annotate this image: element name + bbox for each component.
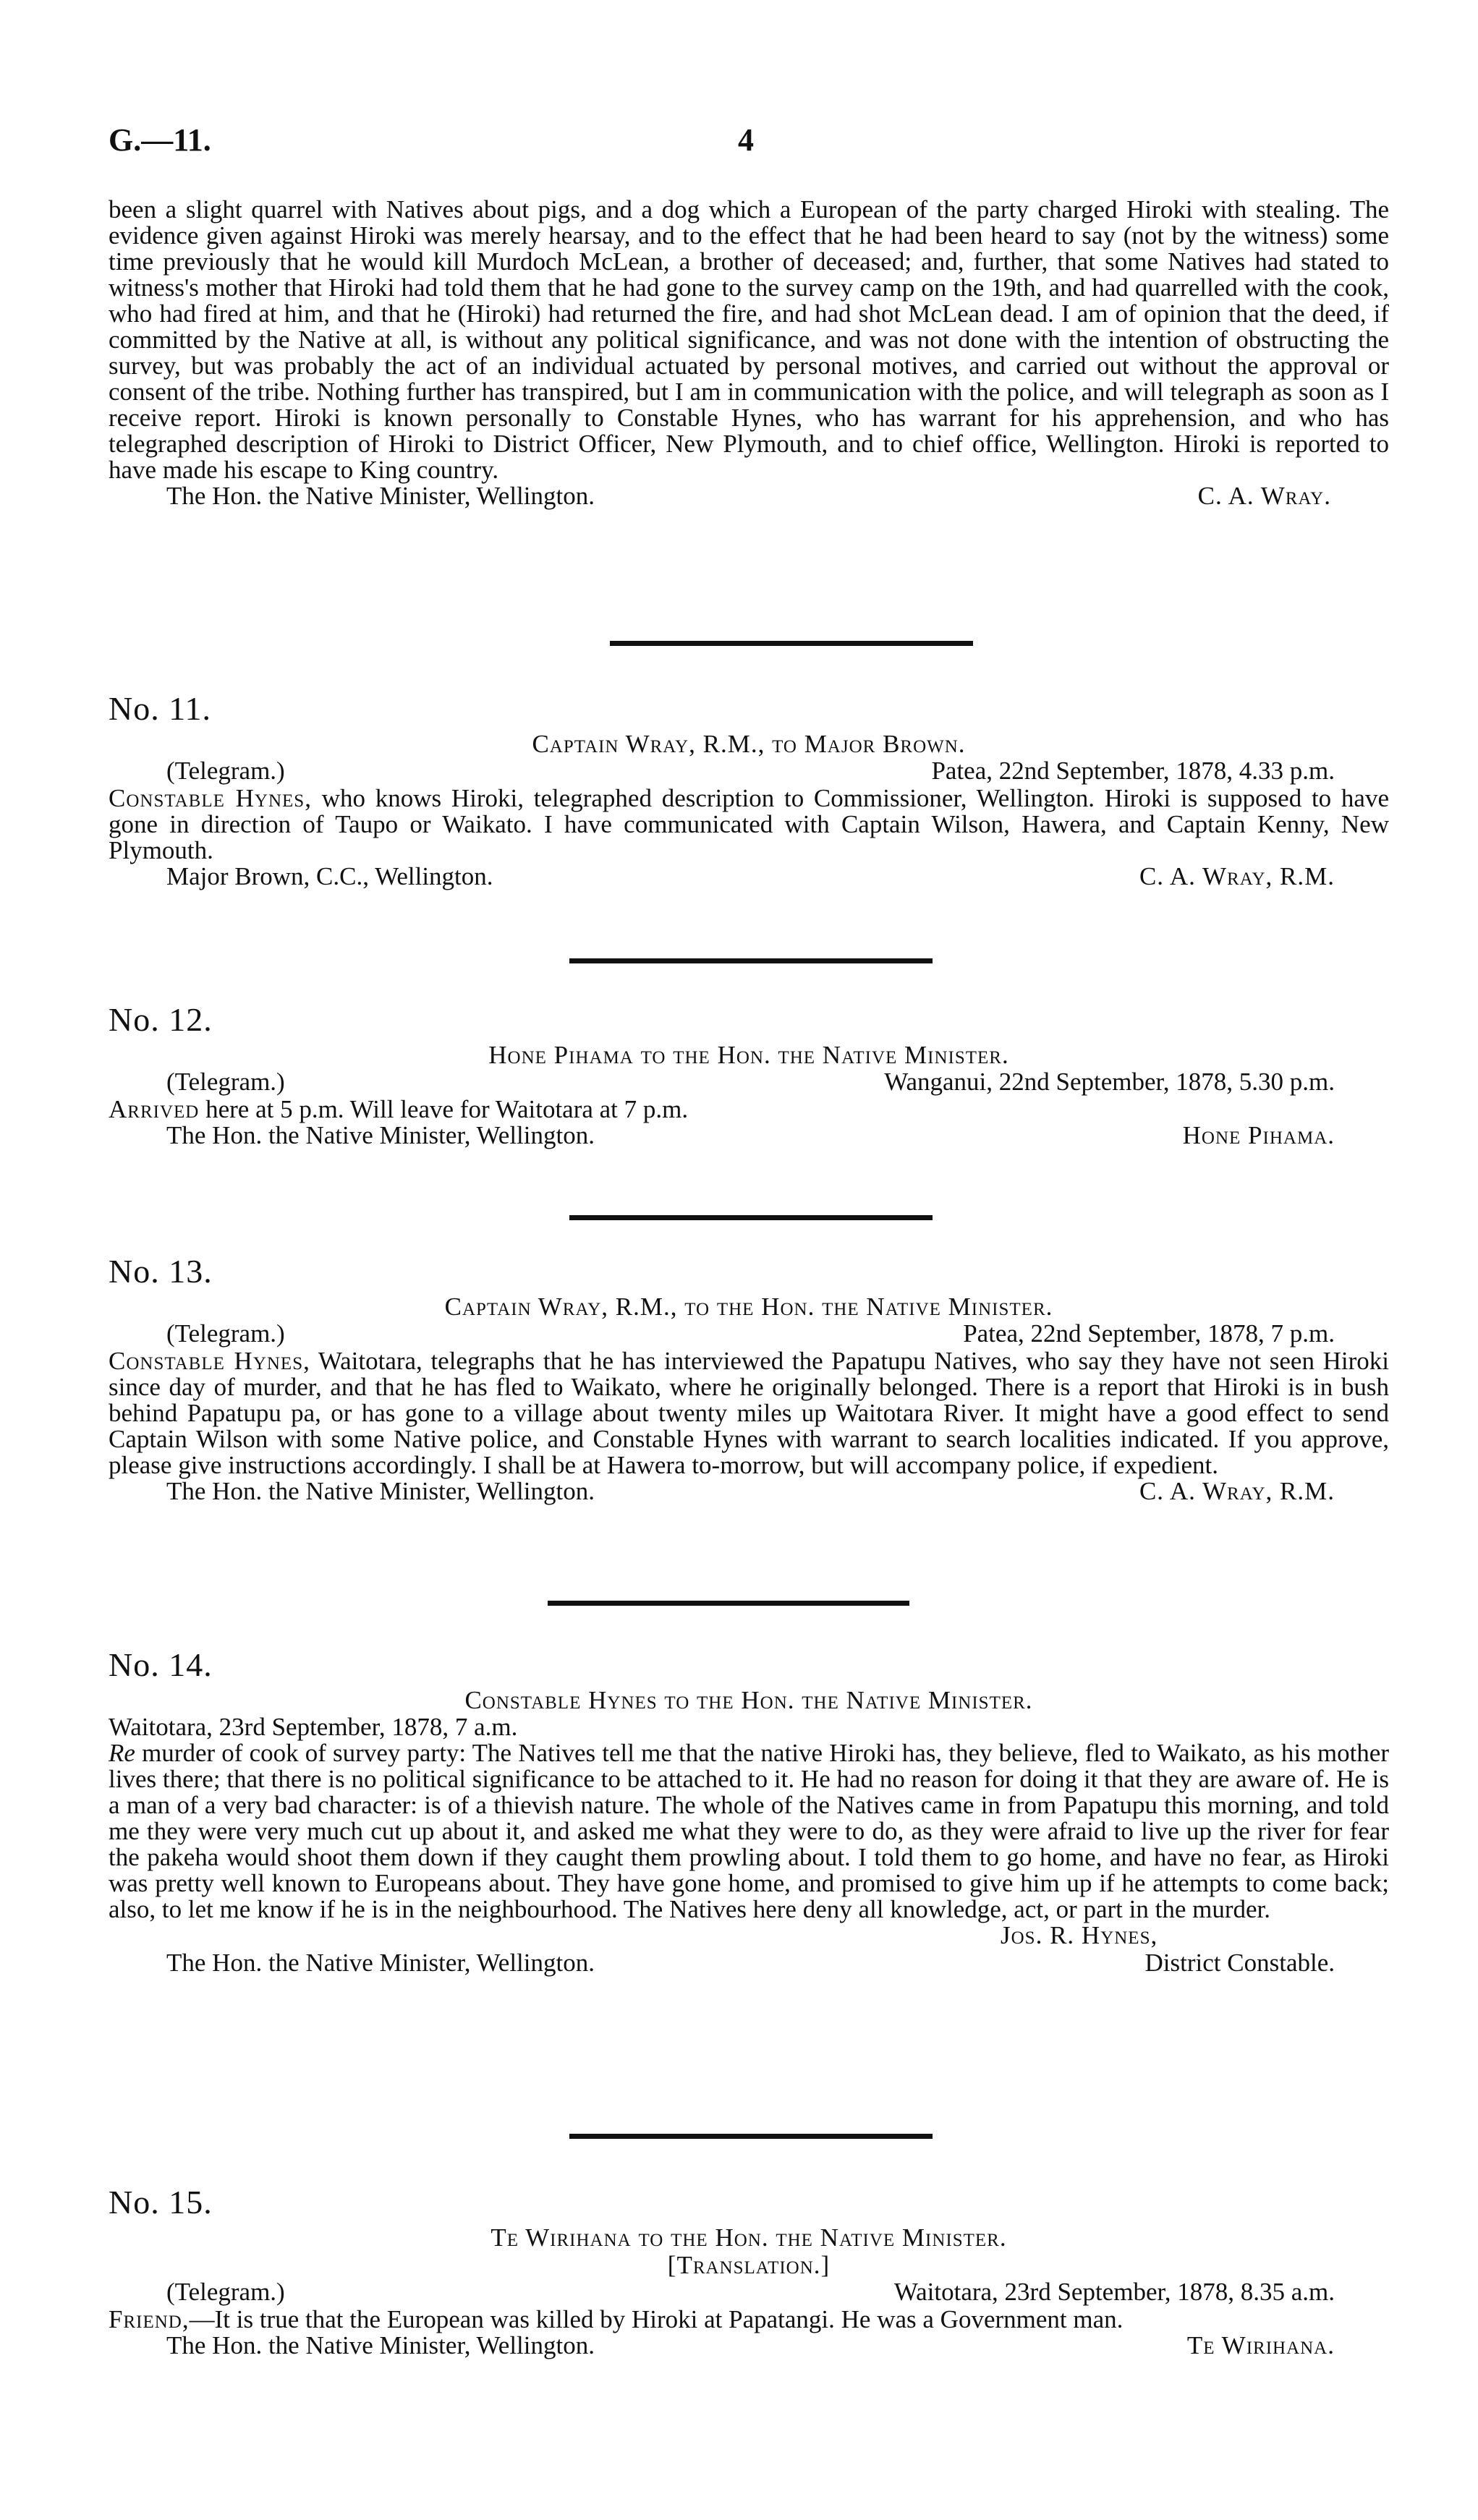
dateline: Patea, 22nd September, 1878, 4.33 p.m. [931,757,1335,785]
lead-word: Re [109,1739,135,1767]
lead-word: Arrived [109,1095,200,1123]
section-no-12 [109,998,1389,1150]
addressee: The Hon. the Native Minister, Wellington. [166,2331,595,2359]
continuation-paragraph: been a slight quarrel with Natives about pigs, and a dog which a European of the party charged Hiroki with stealing. The evidence given against Hiroki was merely hearsay, and to the effect that he had been heard to say (not by the witness) some time previously that he would kill Murdoch McLean, a brother of deceased; and, further, that some Natives had stated to witness's mother that Hiroki had told them that he had gone to the survey camp on the 19th, and had quarrelled with the cook, who had fired at him, and that he (Hiroki) had returned the fire, and had shot McLean dead. I am of opinion that the deed, if committed by the Native at all, is without any political significance, and was not done with the intention of obstructing the survey, but was probably the act of an individual actuated by personal motives, and carried out without the approval or consent of the tribe. Nothing further has transpired, but I am in communication with the police, and will telegraph as soon as I receive report. Hiroki is known personally to Constable Hynes, who has warrant for his apprehension, and who has telegraphed description of Hiroki to District Officer, New Plymouth, and to chief office, Wellington. Hiroki is reported to have made his escape to King country. [109,195,1389,484]
telegram-body [109,1740,1389,1923]
telegram-label: (Telegram.) [166,1068,285,1096]
document-code: G.—11. [109,122,211,158]
section-heading: Te Wirihana to the Hon. the Native Minister. [490,2223,1007,2252]
signoff [109,2333,1389,2360]
body-text: —It is true that the European was killed by Hiroki at Papatangi. He was a Government man. [189,2305,1124,2333]
section-number: No. 12. [109,1001,213,1038]
translation-note: [Translation.] [667,2251,831,2279]
signature: Te Wirihana. [1186,2331,1335,2359]
telegram-body [109,786,1389,864]
section-number: No. 13. [109,1253,213,1290]
section-number: No. 14. [109,1646,213,1683]
continuation-section [109,197,1389,511]
dateline: Wanganui, 22nd September, 1878, 5.30 p.m. [884,1068,1335,1096]
signoff [109,1950,1389,1978]
dateline: Waitotara, 23rd September, 1878, 8.35 a.m. [893,2278,1335,2306]
addressee: The Hon. the Native Minister, Wellington. [166,1949,595,1977]
addressee: The Hon. the Native Minister, Wellington. [166,1477,595,1505]
body-text: Waitotara, telegraphs that he has interviewed the Papatupu Natives, who say they have not seen Hiroki since day of murder, and that he has fled to Waikato, where he originally belonged. There is a report that Hiroki is in bush behind Papatupu pa, or has gone to a village about twenty miles up Waitotara River. It might have a good effect to send Captain Wilson with some Native police, and Constable Hynes with warrant to search localities indicated. If you approve, please give instructions accordingly. I shall be at Hawera to-morrow, but will accompany police, if expedient. [109,1347,1389,1479]
section-no-15 [109,2181,1389,2360]
section-divider [569,958,933,963]
section-divider [569,2134,933,2139]
signature: C. A. Wray, R.M. [1139,1477,1335,1505]
signoff [109,1123,1389,1150]
dateline: Patea, 22nd September, 1878, 7 p.m. [963,1319,1335,1348]
section-number: No. 15. [109,2184,213,2221]
section-number: No. 11. [109,690,212,727]
body-text: who knows Hiroki, telegraphed description to Commissioner, Wellington. Hiroki is supposed to have gone in direction of Taupo or Waikato. I have communicated with Captain Wilson, Hawera, and Captain Kenny, New Plymouth. [109,784,1389,864]
section-heading: Captain Wray, R.M., to Major Brown. [532,730,966,758]
signature-title: District Constable. [1144,1949,1335,1977]
signature: C. A. Wray, R.M. [1139,862,1335,890]
telegram-body [109,1097,1389,1123]
telegram-dateline [109,2279,1389,2307]
section-heading: Captain Wray, R.M., to the Hon. the Native Minister. [444,1293,1053,1321]
signature: Hone Pihama. [1182,1121,1335,1149]
telegram-label: (Telegram.) [166,757,285,785]
signoff [109,864,1389,891]
telegram-label: (Telegram.) [166,2278,285,2306]
page-header [109,122,1389,165]
signature-line [109,1923,1389,1950]
dateline: Waitotara, 23rd September, 1878, 7 a.m. [109,1713,518,1741]
telegram-dateline [109,758,1389,786]
telegram-dateline [109,1069,1389,1097]
body-text: here at 5 p.m. Will leave for Waitotara at 7 p.m. [199,1095,689,1123]
signoff [109,1478,1389,1506]
section-no-11 [109,687,1389,891]
body-text: murder of cook of survey party: The Natives tell me that the native Hiroki has, they believe, fled to Waikato, as his mother lives there; that there is no political significance to be attached to it. He had no reason for doing it that they are aware of. He is a man of a very bad character: is of a thievish nature. The whole of the Natives came in from Papatupu this morning, and told me they were very much cut up about it, and asked me what they were to do, as they were afraid to live up the river for fear the pakeha would shoot them down if they caught them prowling about. I told them to go home, and have no fear, as Hiroki was pretty well known to Europeans about. They have gone home, and promised to give him up if he attempts to come back; also, to let me know if he is in the neighbourhood. The Natives here deny all knowledge, act, or part in the murder. [109,1739,1389,1923]
continuation-signoff [109,483,1389,511]
lead-word: Constable Hynes, [109,784,312,812]
section-divider [569,1215,933,1220]
telegram-label: (Telegram.) [166,1319,285,1348]
addressee: The Hon. the Native Minister, Wellington. [166,1121,595,1149]
addressee: Major Brown, C.C., Wellington. [166,862,493,890]
addressee: The Hon. the Native Minister, Wellington. [166,482,595,510]
telegram-body [109,2307,1389,2333]
telegram-body [109,1348,1389,1478]
page-number: 4 [738,122,754,158]
section-heading: Constable Hynes to the Hon. the Native Minister. [464,1686,1033,1714]
signature: C. A. Wray. [1197,482,1331,510]
telegram-dateline [109,1321,1389,1348]
lead-word: Friend, [109,2305,190,2333]
section-no-13 [109,1250,1389,1506]
section-no-14 [109,1643,1389,1978]
lead-word: Constable Hynes, [109,1347,310,1375]
section-divider [548,1601,909,1606]
signature: Jos. R. Hynes, [1001,1921,1158,1949]
section-heading: Hone Pihama to the Hon. the Native Minister. [488,1041,1009,1069]
section-divider [610,641,973,646]
